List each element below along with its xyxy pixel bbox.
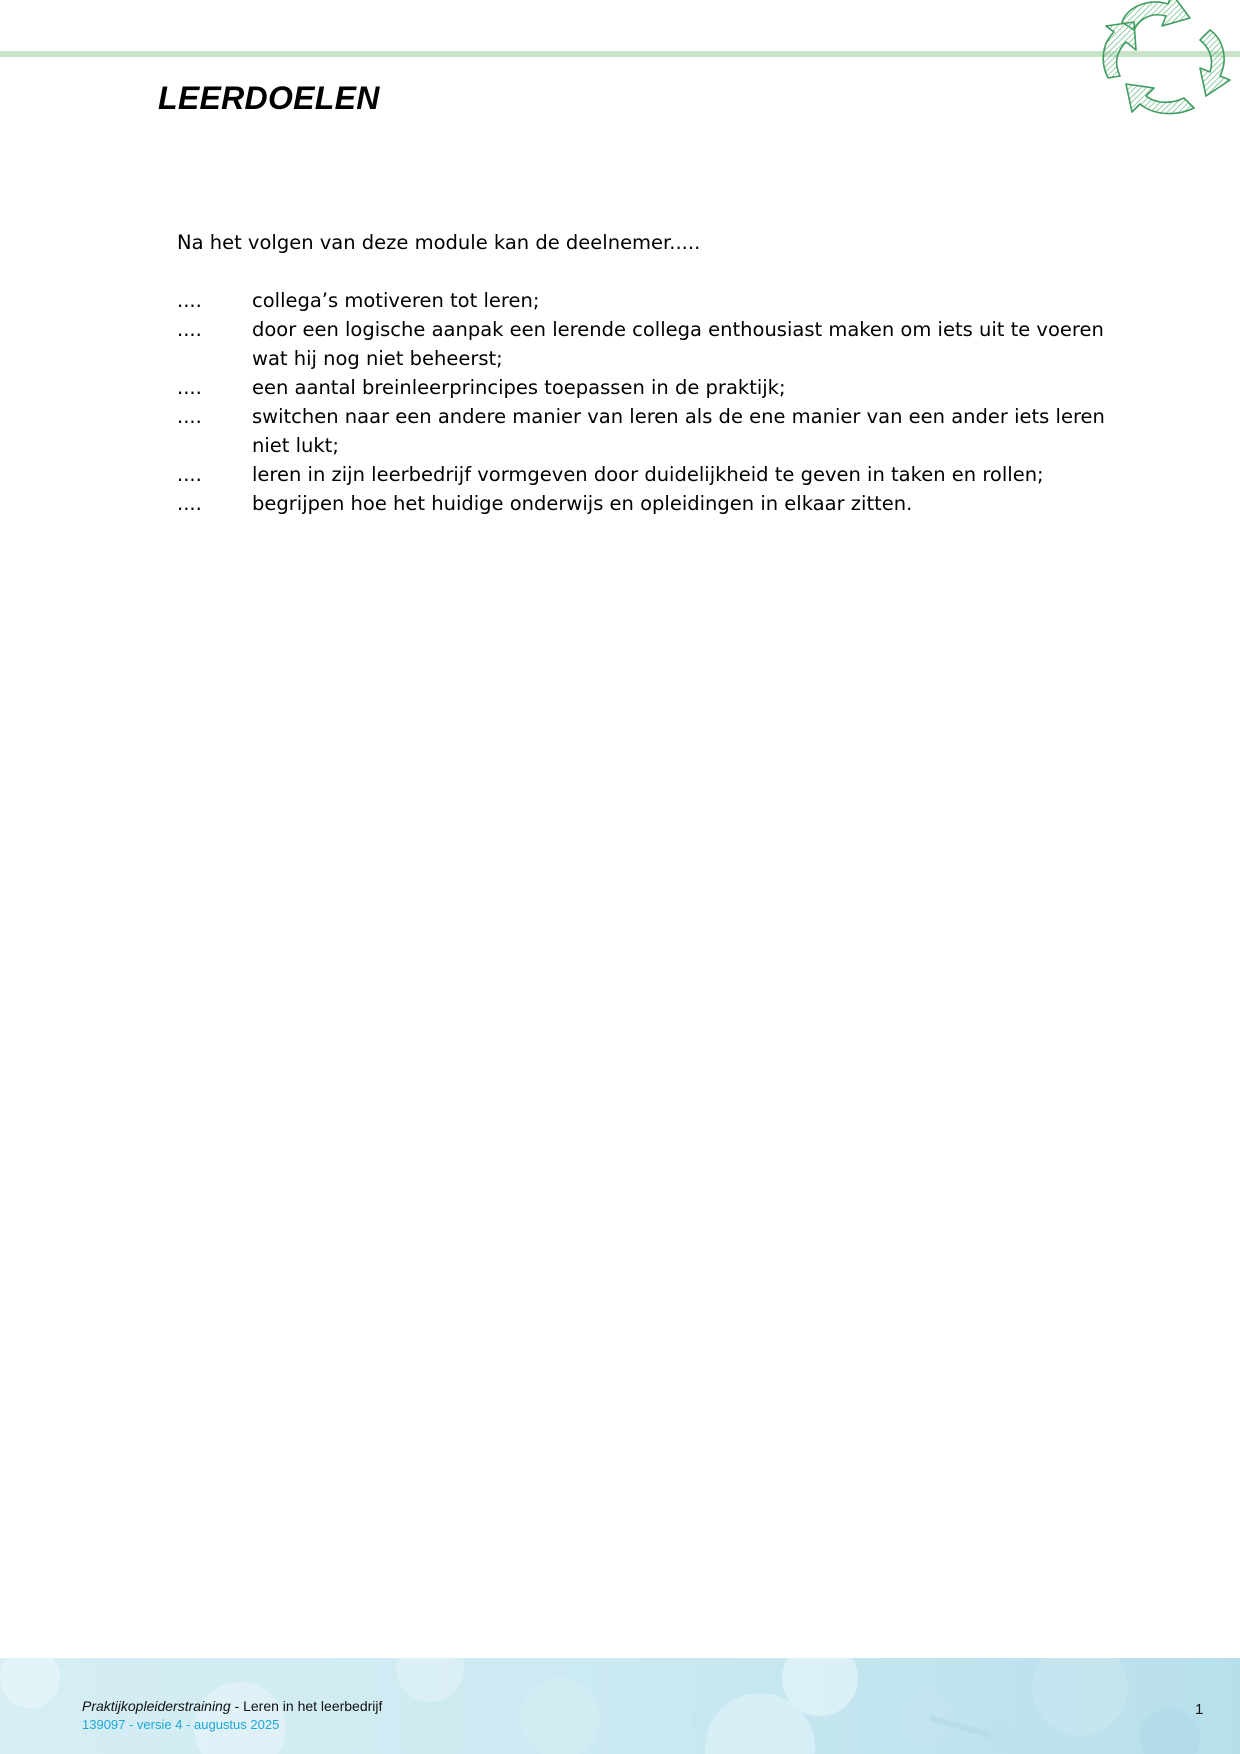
list-marker: ....	[177, 318, 202, 341]
list-item	[177, 286, 1117, 315]
recycle-arrows-icon	[1098, 0, 1240, 118]
page-title: LEERDOELEN	[158, 80, 380, 116]
objective-text: switchen naar een andere manier van leren als de ene manier van een ander iets leren niet lukt;	[252, 405, 1105, 457]
header-divider	[0, 51, 1240, 57]
page-number: 1	[1195, 1701, 1204, 1718]
list-marker: ....	[177, 289, 202, 312]
footer-course-name: Praktijkopleiderstraining	[82, 1698, 231, 1714]
list-marker: ....	[177, 405, 202, 428]
footer-document-title	[82, 1698, 382, 1714]
objectives-list	[177, 286, 1117, 518]
list-item	[177, 315, 1117, 373]
list-marker: ....	[177, 376, 202, 399]
list-item	[177, 373, 1117, 402]
objective-text: een aantal breinleerprincipes toepassen in de praktijk;	[252, 376, 786, 399]
objective-text: leren in zijn leerbedrijf vormgeven door duidelijkheid te geven in taken en rollen;	[252, 463, 1044, 486]
learning-objectives-section	[177, 228, 1117, 518]
list-marker: ....	[177, 463, 202, 486]
objective-text: collega’s motiveren tot leren;	[252, 289, 540, 312]
page-footer	[0, 1658, 1240, 1754]
footer-module-name: Leren in het leerbedrijf	[243, 1698, 383, 1714]
objective-text: door een logische aanpak een lerende collega enthousiast maken om iets uit te voeren wat hij nog niet beheerst;	[252, 318, 1104, 370]
list-item	[177, 489, 1117, 518]
list-item	[177, 402, 1117, 460]
intro-text: Na het volgen van deze module kan de deelnemer.....	[177, 231, 701, 254]
objective-text: begrijpen hoe het huidige onderwijs en opleidingen in elkaar zitten.	[252, 492, 913, 515]
list-item	[177, 460, 1117, 489]
list-marker: ....	[177, 492, 202, 515]
footer-separator: -	[230, 1698, 244, 1714]
footer-version: 139097 - versie 4 - augustus 2025	[82, 1717, 280, 1732]
